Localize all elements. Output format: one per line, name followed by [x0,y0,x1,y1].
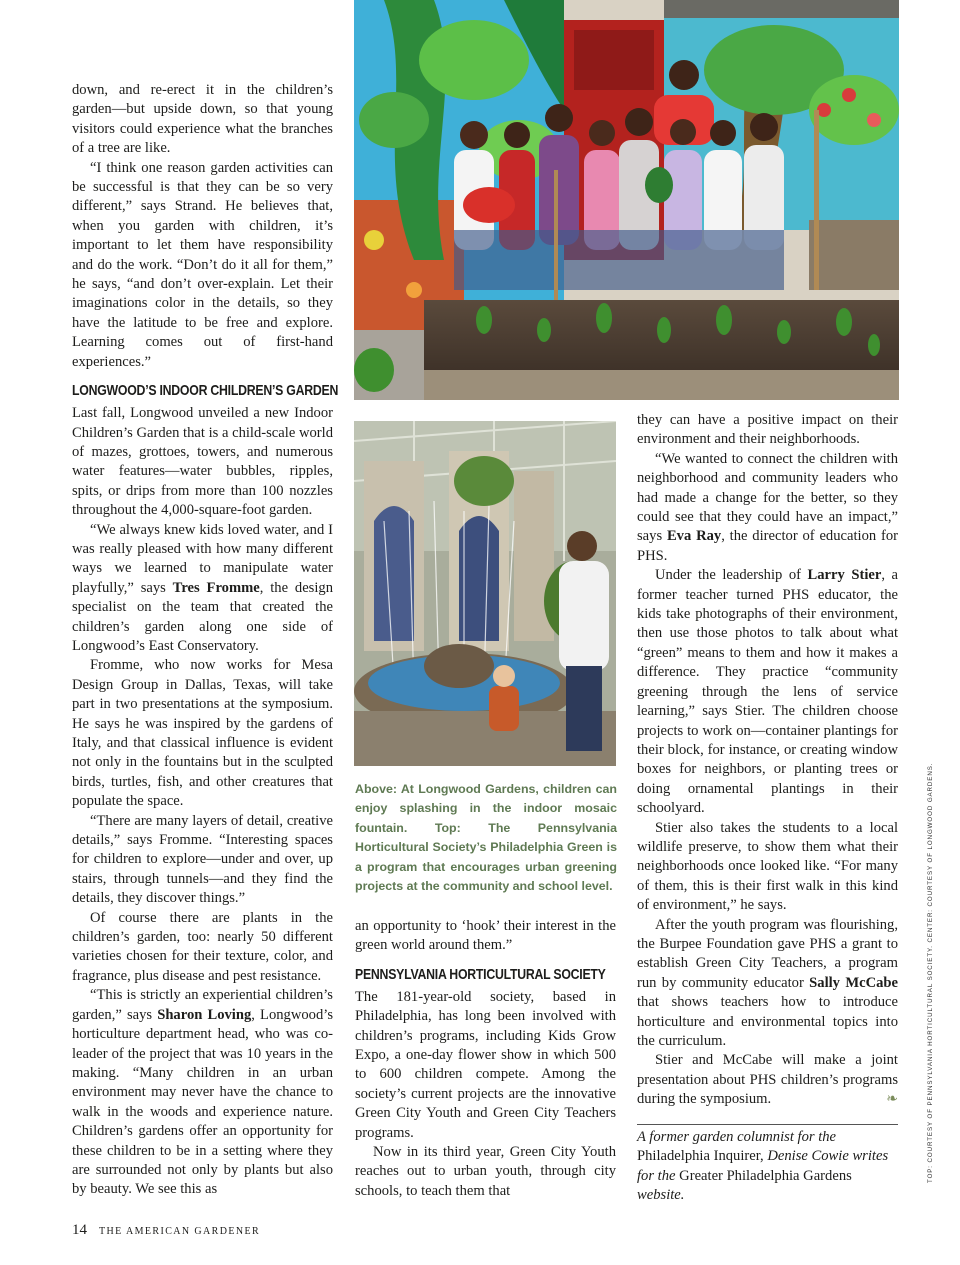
person-name: Tres Fromme [172,579,260,596]
body-paragraph: they can have a positive impact on their environment and their neighborhoods. [637,412,898,448]
body-paragraph [637,916,898,1052]
photo-caption: Above: At Longwood Gardens, children can enjoy splashing in the indoor mosaic fountain. Top: The Pennsylvania Horticultural Society’s Philadelphia Green is a program that encourages urban greening projects at the community and school level. [355,782,617,894]
middle-text-column [355,917,616,1201]
section-heading: LONGWOOD’S INDOOR CHILDREN’S GARDEN [72,382,339,400]
person-name: Sharon Loving [157,1006,252,1023]
body-paragraph: down, and re-erect it in the children’s garden—but upside down, so that young visitors could experience what the branches of a tree are like. [72,82,333,157]
body-paragraph [72,521,333,657]
bio-text: website. [637,1187,685,1204]
body-paragraph [637,450,898,566]
bio-text: Denise Cowie writes for the [637,1148,889,1184]
body-text: Under the leadership of [655,567,808,584]
body-text: , a former teacher turned PHS educator, the kids take photographs of their environment, then use those photos to talk about what “green” means to them and how it makes a difference. They practice “community greening through the lens of service learning,” says Stier. The children choose projects to work on—container plantings for their block, for instance, or creating window boxes for neighbors, or planting trees or doing ornamental plantings in their schoolyard. [637,567,898,817]
page-number: 14 [72,1222,87,1238]
quote-text: , the design specialist on the team that created the children’s garden along one side of Longwood’s East Conservatory. [72,579,333,654]
body-paragraph: The 181-year-old society, based in Philadelphia, has long been involved with children’s programs, including Kids Grow Expo, a one-day flower show in which 500 to 600 children compete. Among the society’s current projects are the innovative Green City Youth and Green City Teachers programs. [355,988,616,1141]
body-text: Stier and McCabe will make a joint presentation about PHS children’s programs during the symposium. [637,1052,898,1108]
body-text: that shows teachers how to introduce horticulture and environmental topics into the curriculum. [637,994,898,1049]
quote-text: , the director of education for PHS. [637,528,898,564]
body-paragraph [637,1051,898,1109]
urban-garden-illustration [354,0,899,400]
quote-text: “We always knew kids loved water, and I was really pleased with how many different ways we learned to manipulate water playfully,” says [72,521,333,596]
author-bio [637,1128,898,1206]
bio-divider [637,1124,898,1125]
person-name: Larry Stier [807,567,882,584]
body-paragraph: Of course there are plants in the children’s garden, too: nearly 50 different varieties chosen for their texture, color, and fragrance, plus disease and pest resistance. [72,909,333,984]
urban-garden-photo [354,0,899,400]
quote-text: “This is strictly an experiential children’s garden,” says [72,987,333,1023]
body-paragraph: an opportunity to ‘hook’ their interest in the green world around them.” [355,918,616,954]
end-mark-icon: ❧ [886,1092,898,1108]
body-paragraph: Fromme, who now works for Mesa Design Group in Dallas, Texas, will take part in two presentations at the symposium. He says he was inspired by the gardens of Italy, and that classical influence is evident not only in the fountains but in the sculpted birds, turtles, fish, and other creatures that populate the space. [72,657,333,810]
body-paragraph: “There are many layers of detail, creative details,” says Fromme. “Interesting spaces for children to explore—under and over, up stairs, through tunnels—and they find the details, they discover things.” [72,812,333,907]
magazine-name: THE AMERICAN GARDENER [99,1226,261,1237]
body-paragraph: Stier also takes the students to a local wildlife preserve, to show them what their neighborhoods once looked like. “For many of them, this is their first walk in this kind of environment,” he says. [637,819,898,914]
quote-text: , Longwood’s horticulture department head, who was co-leader of the project that was 10 years in the making. “Many children in an urban environment may never have the chance to walk in the woods and experience nature. Children’s gardens offer an opportunity for these children to be in a setting where they are surrounded not only by plants but also by beauty. We see this as [72,1006,334,1198]
quote-text: “We wanted to connect the children with neighborhood and community leaders who had made a change for the better, so they could see that they could have an impact,” says [637,450,898,545]
body-paragraph [637,566,898,818]
body-paragraph [72,986,333,1199]
body-paragraph: Now in its third year, Green City Youth reaches out to urban youth, through city schools, to teach them that [355,1144,616,1199]
right-text-column [637,411,898,1110]
body-text: After the youth program was flourishing, the Burpee Foundation gave PHS a grant to establish Green City Teachers, a program run by community educator [637,916,898,991]
body-paragraph: “I think one reason garden activities can be successful is that they can be so very different,” says Strand. He believes that, when you garden with children, it’s important to let them have responsibility and do the work. “Don’t do it all for them,” he says, “and don’t over-explain. Let their imaginations color in the details, so they have the latitude to be free and explore. Learning comes out of first-hand experiences.” [72,159,333,370]
photo-credit: TOP: COURTESY OF PENNSYLVANIA HORTICULTURAL SOCIETY. CENTER: COURTESY OF LONGWOOD GARDENS. [927,762,934,1183]
person-name: Eva Ray [666,528,722,545]
publication-name: Philadelphia Inquirer, [637,1148,768,1165]
publication-name: Greater Philadelphia Gardens [679,1167,852,1184]
person-name: Sally McCabe [809,974,899,991]
left-text-column [72,81,339,1200]
section-heading: PENNSYLVANIA HORTICULTURAL SOCIETY [355,965,606,983]
body-paragraph: Last fall, Longwood unveiled a new Indoor Children’s Garden that is a child-scale world of mazes, grottoes, towers, and numerous water features—water bubbles, ripples, spits, or drips from more than 100 nozzles throughout the 4,000-square-foot garden. [72,405,333,519]
mosaic-fountain-photo [354,421,616,766]
bio-text: A former garden columnist for the [637,1129,837,1145]
fountain-illustration [354,421,616,766]
page-footer [72,1222,260,1239]
